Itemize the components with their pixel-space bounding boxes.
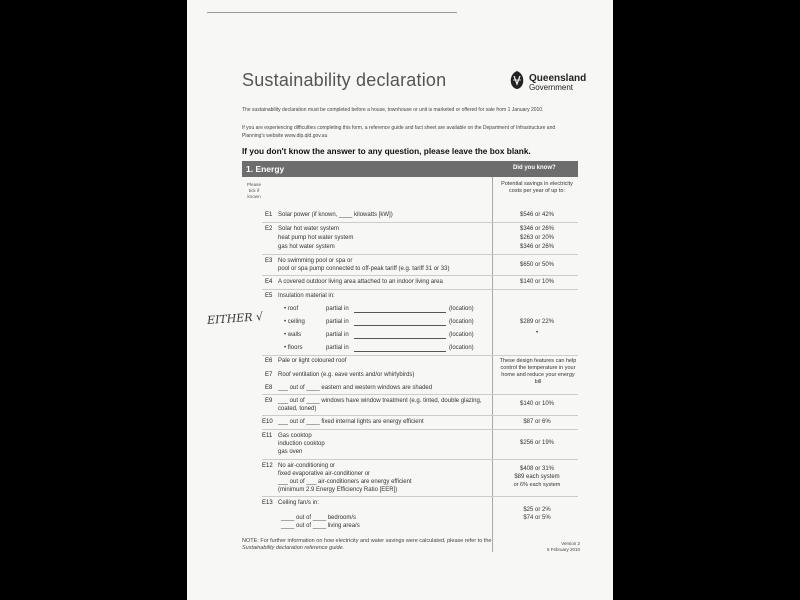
tick-column-label: Please tick if known xyxy=(246,182,262,199)
saving-e12-each: $89 each system xyxy=(514,474,560,480)
row-divider xyxy=(262,394,578,395)
insulation-floors: • floors xyxy=(284,345,303,351)
saving-e11: $256 or 19% xyxy=(519,440,555,446)
row-text-e13-bedroom: ____ out of ____ bedroom/s xyxy=(281,515,357,521)
row-text-e7: Roof ventilation (e.g. eave vents and/or whirlybirds) xyxy=(278,372,415,378)
row-code-e13: E13 xyxy=(262,500,273,506)
row-code-e5: E5 xyxy=(265,293,273,299)
insulation-floors-location: (location) xyxy=(449,345,474,351)
queensland-crest-icon xyxy=(509,70,525,90)
row-divider xyxy=(262,275,578,276)
section-title: 1. Energy xyxy=(246,164,285,174)
saving-e2-gas: $346 or 26% xyxy=(519,244,555,250)
row-text-e9: ___ out of ____ windows have window treatment (e.g. tinted, double glazing, coated, toned) xyxy=(278,398,482,412)
saving-e5: $289 or 22% xyxy=(519,319,555,325)
row-code-e3: E3 xyxy=(265,258,273,264)
row-text-e4: A covered outdoor living area attached to an indoor living area xyxy=(278,279,443,285)
row-text-e12-efficient: ___ out of ___ air-conditioners are energy efficient xyxy=(278,479,412,485)
row-code-e10: E10 xyxy=(262,419,273,425)
row-text-e2-solar: Solar hot water system xyxy=(278,226,340,232)
insulation-ceiling-location: (location) xyxy=(449,319,474,325)
saving-e12: $408 or 31% xyxy=(519,466,555,472)
row-text-e1: Solar power (if known, ____ kilowatts [kW]) xyxy=(278,212,393,218)
savings-column-header: Potential savings in electricity costs per year of up to: xyxy=(501,181,573,194)
intro-paragraph-2: If you are experiencing difficulties completing this form, a reference guide and fact sheet are available on the Department of Infrastructure and Planning's website www.dip.qld.gov.au xyxy=(242,125,556,139)
saving-e5-mark: • xyxy=(535,330,539,336)
insulation-roof: • roof xyxy=(284,306,299,312)
insulation-roof-partial: partial in xyxy=(326,306,349,312)
saving-e1: $546 or 42% xyxy=(519,212,555,218)
insulation-ceiling-blank xyxy=(354,325,446,326)
saving-e12-percent: or 6% each system xyxy=(513,482,561,488)
footer-note-text: NOTE: For further information on how electricity and water savings were calculated, please refer to the xyxy=(242,538,492,544)
version-label: Version 2 xyxy=(561,541,580,546)
saving-e13-living: $74 or 5% xyxy=(523,515,551,521)
row-divider xyxy=(262,429,578,430)
row-code-e6: E6 xyxy=(265,358,273,364)
instruction-headline: If you don't know the answer to any question, please leave the box blank. xyxy=(242,146,531,156)
saving-e10: $87 or 6% xyxy=(523,419,551,425)
row-code-e1: E1 xyxy=(265,212,273,218)
row-text-e12-evaporative: fixed evaporative air-conditioner or xyxy=(278,471,371,477)
row-divider xyxy=(262,459,578,460)
row-text-e12-eer: (minimum 2.9 Energy Efficiency Ratio [EER]) xyxy=(278,487,398,493)
row-divider xyxy=(262,415,578,416)
scan-edge-line xyxy=(207,12,457,13)
handwritten-annotation: EITHER √ xyxy=(206,310,264,327)
insulation-walls-blank xyxy=(354,338,446,339)
row-text-e11-gasoven: gas oven xyxy=(278,449,303,455)
insulation-walls: • walls xyxy=(284,332,302,338)
row-text-e3-pump: pool or spa pump connected to off-peak tariff (e.g. tariff 31 or 33) xyxy=(278,266,450,272)
row-code-e12: E12 xyxy=(262,463,273,469)
insulation-walls-location: (location) xyxy=(449,332,474,338)
row-text-e2-gas: gas hot water system xyxy=(278,244,335,250)
insulation-floors-blank xyxy=(354,351,446,352)
insulation-roof-location: (location) xyxy=(449,306,474,312)
row-text-e13-living: ____ out of ____ living area/s xyxy=(281,523,360,529)
insulation-ceiling: • ceiling xyxy=(284,319,305,325)
row-text-e8: ___ out of ____ eastern and western windows are shaded xyxy=(278,385,433,391)
insulation-walls-partial: partial in xyxy=(326,332,349,338)
row-code-e7: E7 xyxy=(265,372,273,378)
row-text-e11-induction: induction cooktop xyxy=(278,441,325,447)
insulation-floors-partial: partial in xyxy=(326,345,349,351)
did-you-know-label: Did you know? xyxy=(513,165,556,171)
row-text-e6: Pale or light coloured roof xyxy=(278,358,347,364)
design-features-note: These design features can help control the temperature in your home and reduce your energy bill xyxy=(499,358,577,385)
row-code-e2: E2 xyxy=(265,226,273,232)
row-text-e3-nopool: No swimming pool or spa or xyxy=(278,258,353,264)
saving-e3: $650 or 50% xyxy=(519,262,555,268)
saving-e2-solar: $346 or 26% xyxy=(519,226,555,232)
insulation-roof-blank xyxy=(354,312,446,313)
brand-name: Queensland xyxy=(529,73,587,84)
intro-paragraph-1: The sustainability declaration must be completed before a house, townhouse or unit is marketed or offered for sale from 1 January 2010. xyxy=(242,107,544,113)
version-date: 5 February 2010 xyxy=(546,547,580,552)
row-text-e2-heatpump: heat pump hot water system xyxy=(278,235,354,241)
saving-e13-bedroom: $25 or 2% xyxy=(523,507,551,513)
row-divider xyxy=(262,289,578,290)
row-text-e13: Ceiling fan/s in: xyxy=(278,500,320,506)
row-code-e8: E8 xyxy=(265,385,273,391)
saving-e2-heatpump: $263 or 20% xyxy=(519,235,555,241)
insulation-ceiling-partial: partial in xyxy=(326,319,349,325)
row-text-e5: Insulation material in: xyxy=(278,293,335,299)
row-divider xyxy=(262,355,578,356)
saving-e9: $140 or 10% xyxy=(519,401,555,407)
row-code-e9: E9 xyxy=(265,398,273,404)
form-title: Sustainability declaration xyxy=(242,70,447,90)
row-text-e10: ___ out of ____ fixed internal lights are energy efficient xyxy=(278,419,424,425)
row-divider xyxy=(262,496,578,497)
row-code-e11: E11 xyxy=(262,433,273,439)
footer-note xyxy=(242,538,522,552)
row-divider xyxy=(262,222,578,223)
saving-e4: $140 or 10% xyxy=(519,279,555,285)
row-divider xyxy=(262,254,578,255)
row-text-e11-gascooktop: Gas cooktop xyxy=(278,433,312,439)
document-page xyxy=(187,0,613,600)
version-block xyxy=(542,541,580,553)
reference-guide-title: Sustainability declaration reference guide. xyxy=(242,545,345,551)
row-text-e12-noac: No air-conditioning or xyxy=(278,463,336,469)
row-code-e4: E4 xyxy=(265,279,273,285)
brand-subname: Government xyxy=(529,83,574,92)
